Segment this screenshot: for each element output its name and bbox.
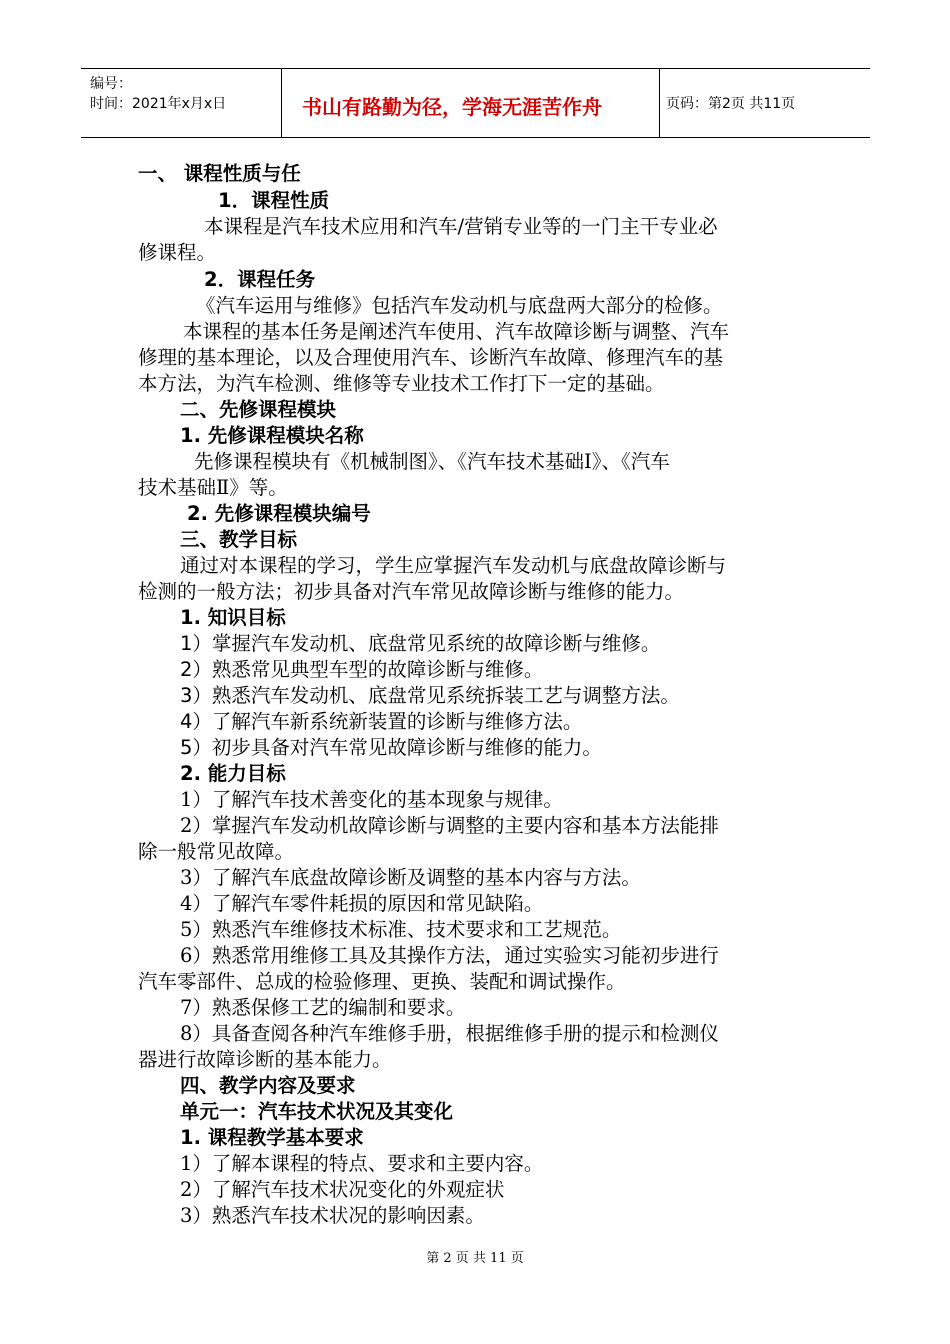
sub-heading: 1．课程性质 — [218, 189, 330, 212]
list-item: 1）了解汽车技术善变化的基本现象与规律。 — [180, 788, 563, 811]
list-item: 4）了解汽车新系统新装置的诊断与维修方法。 — [180, 710, 583, 733]
list-item: 3）熟悉汽车发动机、底盘常见系统拆装工艺与调整方法。 — [180, 684, 680, 707]
sub-heading: 1. 知识目标 — [180, 606, 286, 629]
list-item: 1）了解本课程的特点、要求和主要内容。 — [180, 1152, 544, 1175]
list-item: 1）掌握汽车发动机、底盘常见系统的故障诊断与维修。 — [180, 632, 661, 655]
section-heading-4: 四、教学内容及要求 — [180, 1074, 356, 1097]
page-info: 页码：第2页 共11页 — [666, 96, 796, 112]
paragraph-line: 除一般常见故障。 — [138, 840, 295, 863]
list-item: 2）熟悉常见典型车型的故障诊断与维修。 — [180, 658, 544, 681]
list-item: 5）熟悉汽车维修技术标准、技术要求和工艺规范。 — [180, 918, 622, 941]
paragraph-line: 本课程是汽车技术应用和汽车/营销专业等的一门主干专业必 — [204, 215, 718, 238]
paragraph-line: 检测的一般方法；初步具备对汽车常见故障诊断与维修的能力。 — [138, 580, 685, 603]
doc-number-label: 编号： — [90, 76, 132, 92]
sub-heading: 2．课程任务 — [204, 268, 316, 291]
paragraph-line: 修理的基本理论，以及合理使用汽车、诊断汽车故障、修理汽车的基 — [138, 346, 724, 369]
sub-heading: 2. 先修课程模块编号 — [187, 502, 371, 525]
section-heading-1: 一、 课程性质与任 — [138, 162, 301, 185]
paragraph-line: 修课程。 — [138, 241, 217, 264]
header-table — [81, 68, 870, 138]
list-item: 2）掌握汽车发动机故障诊断与调整的主要内容和基本方法能排 — [180, 814, 719, 837]
list-item: 5）初步具备对汽车常见故障诊断与维修的能力。 — [180, 736, 602, 759]
list-item: 6）熟悉常用维修工具及其操作方法，通过实验实习能初步进行 — [180, 944, 719, 967]
list-item: 4）了解汽车零件耗损的原因和常见缺陷。 — [180, 892, 544, 915]
paragraph-line: 先修课程模块有《机械制图》、《汽车技术基础Ⅰ》、《汽车 — [194, 450, 670, 473]
paragraph-line: 本方法，为汽车检测、维修等专业技术工作打下一定的基础。 — [138, 372, 665, 395]
list-item: 3）了解汽车底盘故障诊断及调整的基本内容与方法。 — [180, 866, 641, 889]
paragraph-line: 汽车零部件、总成的检验修理、更换、装配和调试操作。 — [138, 970, 626, 993]
sub-heading: 1. 课程教学基本要求 — [180, 1126, 364, 1149]
doc-date: 时间：2021年x月x日 — [90, 96, 227, 112]
paragraph-line: 器进行故障诊断的基本能力。 — [138, 1048, 392, 1071]
paragraph-line: 本课程的基本任务是阐述汽车使用、汽车故障诊断与调整、汽车 — [183, 320, 730, 343]
sub-heading: 2. 能力目标 — [180, 762, 286, 785]
paragraph-line: 技术基础Ⅱ》等。 — [138, 476, 288, 499]
paragraph-line: 通过对本课程的学习，学生应掌握汽车发动机与底盘故障诊断与 — [180, 554, 727, 577]
header-center-cell — [282, 69, 660, 137]
unit-heading: 单元一：汽车技术状况及其变化 — [180, 1100, 454, 1123]
sub-heading: 1. 先修课程模块名称 — [180, 424, 364, 447]
list-item: 3）熟悉汽车技术状况的影响因素。 — [180, 1204, 485, 1227]
list-item: 8）具备查阅各种汽车维修手册，根据维修手册的提示和检测仪 — [180, 1022, 719, 1045]
paragraph-line: 《汽车运用与维修》包括汽车发动机与底盘两大部分的检修。 — [196, 294, 723, 317]
list-item: 7）熟悉保修工艺的编制和要求。 — [180, 996, 466, 1019]
header-right-cell — [660, 69, 870, 137]
page-footer: 第 2 页 共 11 页 — [426, 1251, 524, 1266]
list-item: 2）了解汽车技术状况变化的外观症状 — [180, 1178, 505, 1201]
section-heading-3: 三、教学目标 — [180, 528, 298, 551]
header-left-cell — [81, 69, 282, 137]
section-heading-2: 二、先修课程模块 — [180, 398, 337, 421]
motto: 书山有路勤为径，学海无涯苦作舟 — [302, 95, 602, 119]
